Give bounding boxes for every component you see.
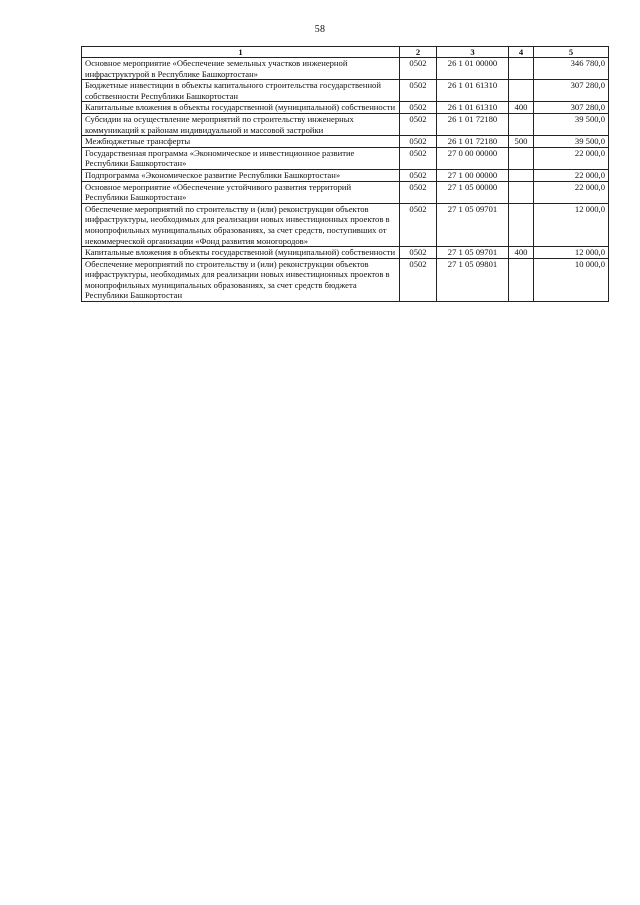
row-target-article-cell: 27 1 05 00000 [437,181,509,203]
column-header-2: 2 [400,47,437,58]
row-expense-type-cell [509,80,534,102]
row-amount-cell: 307 280,0 [534,102,609,114]
row-name-cell: Основное мероприятие «Обеспечение устойчивого развития территорий Республики Башкортостан» [82,181,400,203]
row-section-cell: 0502 [400,80,437,102]
table-row [82,147,609,169]
row-name-cell: Подпрограмма «Экономическое развитие Республики Башкортостан» [82,169,400,181]
row-amount-cell: 346 780,0 [534,58,609,80]
table-row [82,247,609,259]
row-section-cell: 0502 [400,169,437,181]
row-target-article-cell: 26 1 01 00000 [437,58,509,80]
column-header-5: 5 [534,47,609,58]
row-amount-cell: 22 000,0 [534,181,609,203]
table-row [82,181,609,203]
row-section-cell: 0502 [400,58,437,80]
row-amount-cell: 12 000,0 [534,247,609,259]
row-target-article-cell: 27 1 00 00000 [437,169,509,181]
row-section-cell: 0502 [400,181,437,203]
page-number: 58 [314,24,326,35]
row-section-cell: 0502 [400,247,437,259]
row-amount-cell: 39 500,0 [534,113,609,135]
budget-table [81,46,609,302]
row-name-cell: Обеспечение мероприятий по строительству и (или) реконструкции объектов инфраструктуры, необходимых для реализации новых инвестиционных проектов в монопрофильных муниципальных образованиях, за счет средств бюджета Республики Башкортостан [82,258,400,301]
row-target-article-cell: 26 1 01 72180 [437,113,509,135]
row-expense-type-cell: 500 [509,136,534,148]
column-header-3: 3 [437,47,509,58]
row-expense-type-cell [509,181,534,203]
row-target-article-cell: 27 1 05 09701 [437,203,509,246]
column-header-4: 4 [509,47,534,58]
row-target-article-cell: 27 0 00 00000 [437,147,509,169]
row-expense-type-cell [509,203,534,246]
row-section-cell: 0502 [400,203,437,246]
row-expense-type-cell [509,113,534,135]
row-section-cell: 0502 [400,102,437,114]
table-row [82,80,609,102]
row-section-cell: 0502 [400,258,437,301]
column-header-1: 1 [82,47,400,58]
row-name-cell: Обеспечение мероприятий по строительству и (или) реконструкции объектов инфраструктуры, необходимых для реализации новых инвестиционных проектов в монопрофильных муниципальных образованиях, за счет средств, поступивших от некоммерческой организации «Фонд развития моногородов» [82,203,400,246]
row-amount-cell: 39 500,0 [534,136,609,148]
row-expense-type-cell [509,58,534,80]
row-amount-cell: 22 000,0 [534,147,609,169]
row-section-cell: 0502 [400,113,437,135]
row-amount-cell: 10 000,0 [534,258,609,301]
table-header-row [82,47,609,58]
row-section-cell: 0502 [400,147,437,169]
row-name-cell: Государственная программа «Экономическое и инвестиционное развитие Республики Башкортостан» [82,147,400,169]
row-name-cell: Капитальные вложения в объекты государственной (муниципальной) собственности [82,247,400,259]
table-row [82,203,609,246]
row-target-article-cell: 26 1 01 61310 [437,102,509,114]
table-row [82,113,609,135]
row-target-article-cell: 26 1 01 72180 [437,136,509,148]
table-row [82,169,609,181]
row-name-cell: Капитальные вложения в объекты государственной (муниципальной) собственности [82,102,400,114]
row-name-cell: Межбюджетные трансферты [82,136,400,148]
row-name-cell: Основное мероприятие «Обеспечение земельных участков инженерной инфраструктурой в Республике Башкортостан» [82,58,400,80]
row-expense-type-cell: 400 [509,102,534,114]
table-row [82,258,609,301]
row-amount-cell: 307 280,0 [534,80,609,102]
row-name-cell: Бюджетные инвестиции в объекты капитального строительства государственной собственности Республики Башкортостан [82,80,400,102]
row-expense-type-cell [509,147,534,169]
table-row [82,136,609,148]
row-target-article-cell: 26 1 01 61310 [437,80,509,102]
row-amount-cell: 12 000,0 [534,203,609,246]
row-amount-cell: 22 000,0 [534,169,609,181]
row-expense-type-cell [509,258,534,301]
row-expense-type-cell: 400 [509,247,534,259]
row-target-article-cell: 27 1 05 09801 [437,258,509,301]
table-row [82,58,609,80]
table-row [82,102,609,114]
row-name-cell: Субсидии на осуществление мероприятий по строительству инженерных коммуникаций к районам индивидуальной и массовой застройки [82,113,400,135]
row-target-article-cell: 27 1 05 09701 [437,247,509,259]
row-expense-type-cell [509,169,534,181]
row-section-cell: 0502 [400,136,437,148]
